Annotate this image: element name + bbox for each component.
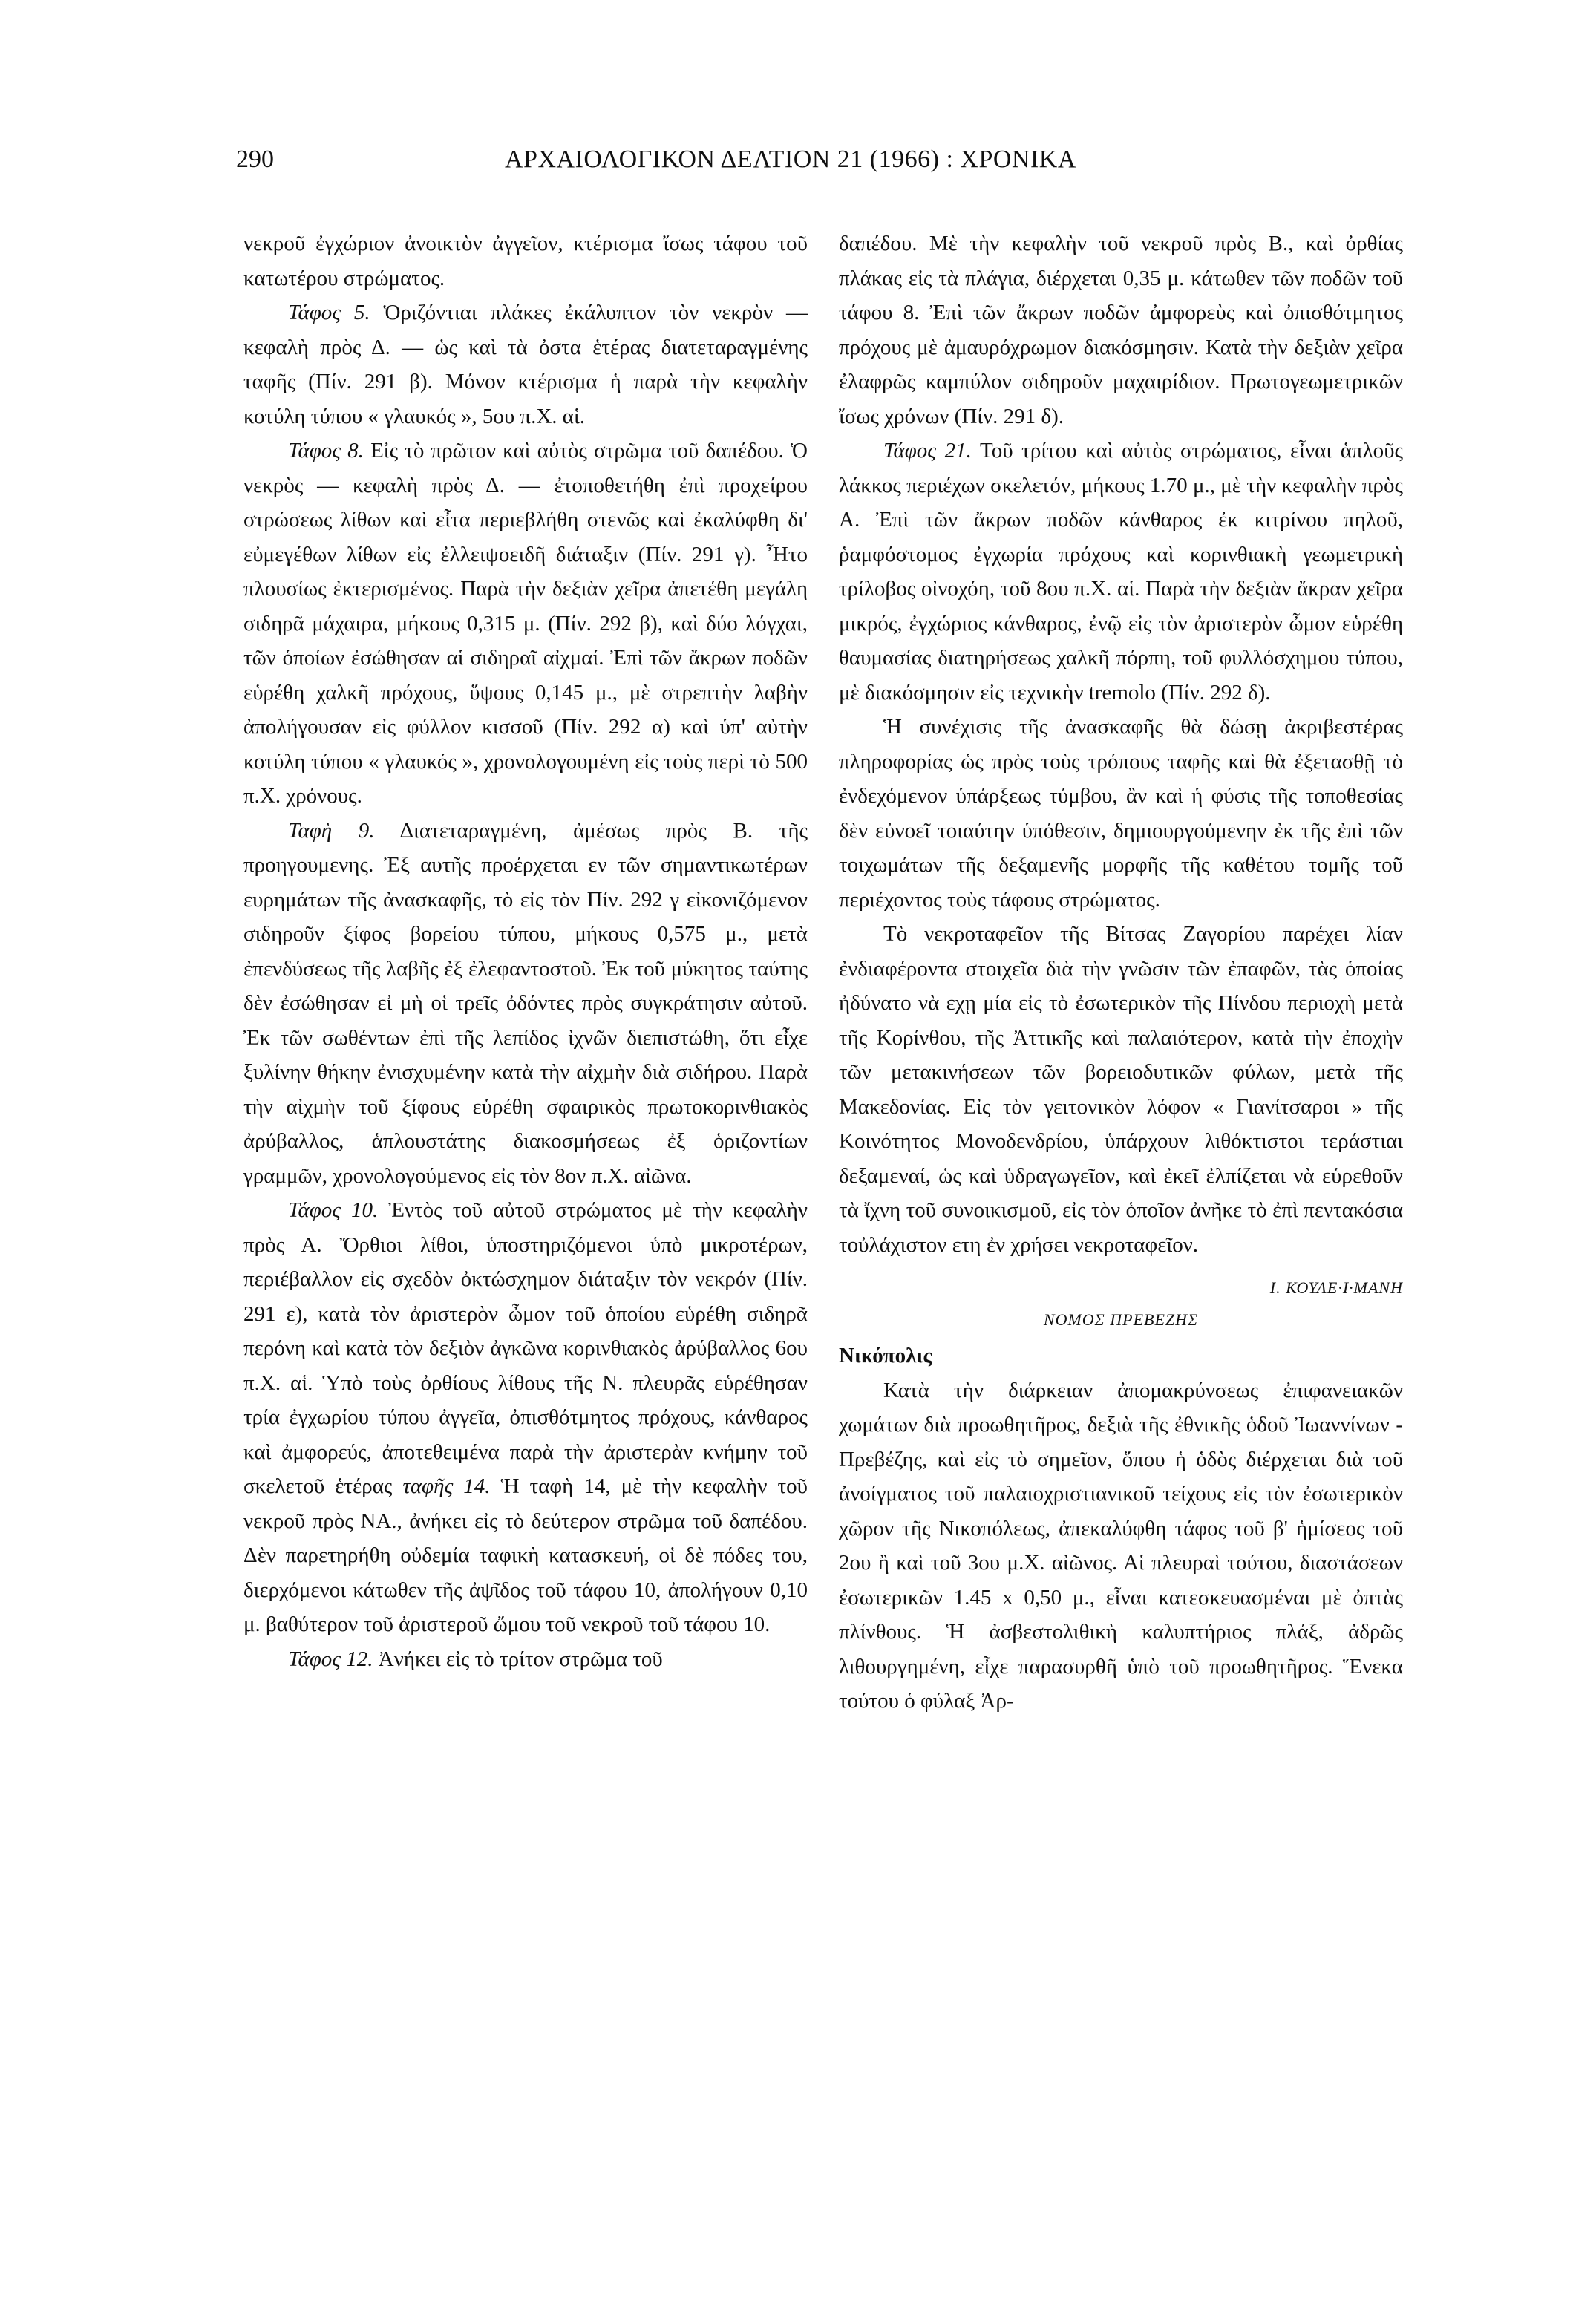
paragraph: Τάφος 12. Ἀνήκει εἰς τὸ τρίτον στρῶμα τοῦ: [288, 1647, 663, 1671]
paragraph: Τάφος 21. Τοῦ τρίτου καὶ αὐτὸς στρώματος, εἶναι ἁπλοῦς λάκκος περιέχων σκελετόν, μήκους 1.70 μ., μὲ τὴν κεφαλὴν πρὸς Α. Ἐπὶ τῶν ἄκρων ποδῶν κάνθαρος ἐκ κιτρίνου πηλοῦ, ῥαμφόστομος ἐγχωρία πρόχους καὶ κορινθιακὴ γεωμετρικὴ τρίλοβος οἰνοχόη, τοῦ 8ου π.Χ. αἱ. Παρὰ τὴν δεξιὰν ἄκραν χεῖρα μικρός, ἐγχώριος κάνθαρος, ἐνῷ εἰς τὸν ἀριστερὸν ὦμον εὑρέθη θαυμασίας διατηρήσεως χαλκῆ πόρπη, τοῦ φυλλόσχημου τύπου, μὲ διακόσμησιν εἰς τεχνικὴν tremolo (Πίν. 292 δ).: [839, 439, 1403, 705]
paragraph: Ταφὴ 9. Διατεταραγμένη, ἀμέσως πρὸς Β. τῆς προηγουμενης. Ἐξ αυτῆς προέρχεται εν τῶν σημαντικωτέρων ευρημάτων τῆς ἀνασκαφῆς, τὸ εἰς τὸν Πίν. 292 γ εἰκονιζόμενον σιδηροῦν ξίφος βορείου τύπου, μήκους 0,575 μ., μετὰ ἐπενδύσεως τῆς λαβῆς ἐξ ἐλεφαντοστοῦ. Ἐκ τοῦ μύκητος ταύτης δὲν ἐσώθησαν εἰ μὴ οἱ τρεῖς ὀδόντες πρὸς συγκράτησιν αὐτοῦ. Ἐκ τῶν σωθέντων ἐπὶ τῆς λεπίδος ἰχνῶν διεπιστώθη, ὅτι εἶχε ξυλίνην θήκην ἐνισχυμένην κατὰ τὴν αἰχμὴν διὰ σιδήρου. Παρὰ τὴν αἰχμὴν τοῦ ξίφους εὑρέθη σφαιρικὸς πρωτοκορινθιακὸς ἀρύβαλλος, ἁπλουστάτης διακοσμήσεως ἐξ ὁριζοντίων γραμμῶν, χρονολογούμενος εἰς τὸν 8ον π.Χ. αἰῶνα.: [243, 818, 808, 1188]
section-title: ΝΟΜΟΣ ΠΡΕΒΕΖΗΣ: [1043, 1310, 1199, 1329]
paragraph: Ἡ συνέχισις τῆς ἀνασκαφῆς θὰ δώσῃ ἀκριβεστέρας πληροφορίας ὡς πρὸς τοὺς τρόπους ταφῆς καὶ θὰ ἐξετασθῇ τὸ ἐνδεχόμενον ὑπάρξεως τύμβου, ἂν καὶ ἡ φύσις τῆς τοποθεσίας δὲν εὐνοεῖ τοιαύτην ὑπόθεσιν, δημιουργούμενην ἐκ τῆς ἐπὶ τῶν τοιχωμάτων τῆς δεξαμενῆς μορφῆς τῆς καθέτου τομῆς τοῦ περιέχοντος τοὺς τάφους στρώματος.: [839, 715, 1403, 912]
grave-label: Τάφος 12.: [288, 1647, 373, 1671]
paragraph: Κατὰ τὴν διάρκειαν ἀπομακρύνσεως ἐπιφανειακῶν χωμάτων διὰ προωθητῆρος, δεξιὰ τῆς ἐθνικῆς ὁδοῦ Ἰωαννίνων - Πρεβέζης, καὶ εἰς τὸ σημεῖον, ὅπου ἡ ὁδὸς διέρχεται διὰ τοῦ ἀνοίγματος τοῦ παλαιοχριστιανικοῦ τείχους εἰς τὸν ἐσωτερικὸν χῶρον τῆς Νικοπόλεως, ἀπεκαλύφθη τάφος τοῦ β' ἡμίσεος τοῦ 2ου ἢ καὶ τοῦ 3ου μ.Χ. αἰῶνος. Αἱ πλευραὶ τούτου, διαστάσεων ἐσωτερικῶν 1.45 x 0,50 μ., εἶναι κατεσκευασμέναι μὲ ὀπτὰς πλίνθους. Ἡ ἀσβεστολιθικὴ καλυπτήριος πλάξ, ἀδρῶς λιθουργημένη, εἶχε παρασυρθῆ ὑπὸ τοῦ προωθητῆρος. Ἕνεκα τούτου ὁ φύλαξ Ἀρ-: [839, 1378, 1403, 1713]
author-signature: Ι. ΚΟΥΛΕ·Ι·ΜΑΝΗ: [1269, 1278, 1403, 1297]
grave-label: Ταφὴ 9.: [288, 818, 375, 843]
grave-label: Τάφος 21.: [883, 439, 972, 463]
left-column: [243, 226, 808, 1676]
paragraph: Τὸ νεκροταφεῖον τῆς Βίτσας Ζαγορίου παρέχει λίαν ἐνδιαφέροντα στοιχεῖα διὰ τὴν γνῶσιν τῶν ἐπαφῶν, τὰς ὁποίας ἠδύνατο νὰ εχῃ μία εἰς τὸ ἐσωτερικὸν τῆς Πίνδου περιοχὴ μετὰ τῆς Κορίνθου, τῆς Ἀττικῆς καὶ παλαιότερον, κατὰ τὴν ἐποχὴν τῶν μετακινήσεων τῶν βορειοδυτικῶν φύλων, μετὰ τῆς Μακεδονίας. Εἰς τὸν γειτονικὸν λόφον « Γιανίτσαροι » τῆς Κοινότητος Μονοδενδρίου, ὑπάρχουν λιθόκτιστοι τεράστιαι δεξαμεναί, ὡς καὶ ὑδραγωγεῖον, καὶ ἐκεῖ ἐλπίζεται νὰ εὑρεθοῦν τὰ ἴχνη τοῦ συνοικισμοῦ, εἰς τὸν ὁποῖον ἀνῆκε τὸ ἐπὶ πεντακόσια τοὐλάχιστον ετη ἐν χρήσει νεκροταφεῖον.: [839, 922, 1403, 1257]
grave-label: Τάφος 8.: [288, 439, 364, 463]
right-column: [839, 226, 1403, 1719]
grave-label: Τάφος 5.: [288, 301, 370, 324]
page-header: [236, 146, 1139, 175]
paragraph: Τάφος 8. Εἰς τὸ πρῶτον καὶ αὐτὸς στρῶμα τοῦ δαπέδου. Ὁ νεκρὸς — κεφαλὴ πρὸς Δ. — ἐτοποθετήθη ἐπὶ προχείρου στρώσεως λίθων καὶ εἶτα περιεβλήθη στενῶς καὶ ἐκαλύφθη δι' εὐμεγέθων λίθων εἰς ἐλλειψοειδῆ διάταξιν (Πίν. 291 γ). Ἦτο πλουσίως ἐκτερισμένος. Παρὰ τὴν δεξιὰν χεῖρα ἀπετέθη μεγάλη σιδηρᾶ μάχαιρα, μήκους 0,315 μ. (Πίν. 292 β), καὶ δύο λόγχαι, τῶν ὁποίων ἐσώθησαν αἱ σιδηραῖ αἰχμαί. Ἐπὶ τῶν ἄκρων ποδῶν εὑρέθη χαλκῆ πρόχους, ὕψους 0,145 μ., μὲ στρεπτὴν λαβὴν ἀπολήγουσαν εἰς φύλλον κισσοῦ (Πίν. 292 α) καὶ ὑπ' αὐτὴν κοτύλη τύπου « γλαυκός », χρονολογουμένη εἰς τοὺς περὶ τὸ 500 π.Χ. χρόνους.: [243, 439, 808, 808]
grave-label: Τάφος 10.: [288, 1198, 379, 1222]
paragraph: Τάφος 10. Ἐντὸς τοῦ αὐτοῦ στρώματος μὲ τὴν κεφαλὴν πρὸς Α. Ὄρθιοι λίθοι, ὑποστηριζόμενοι ὑπὸ μικροτέρων, περιέβαλλον εἰς σχεδὸν ὀκτώσχημον διάταξιν τὸν νεκρόν (Πίν. 291 ε), κατὰ τὸν ἀριστερὸν ὦμον τοῦ ὁποίου εὑρέθη σιδηρᾶ περόνη καὶ κατὰ τὸν δεξιὸν ἀγκῶνα κορινθιακὸς ἀρύβαλλος 6ου π.Χ. αἱ. Ὑπὸ τοὺς ὀρθίους λίθους τῆς Ν. πλευρᾶς εὑρέθησαν τρία ἐγχωρίου τύπου ἀγγεῖα, ὀπισθότμητος πρόχους, κάνθαρος καὶ ἀμφορεύς, ἀποτεθειμένα παρὰ τὴν ἀριστερὰν κνήμην τοῦ σκελετοῦ ἑτέρας ταφῆς 14. Ἡ ταφὴ 14, μὲ τὴν κεφαλὴν τοῦ νεκροῦ πρὸς ΝΑ., ἀνήκει εἰς τὸ δεύτερον στρῶμα τοῦ δαπέδου. Δὲν παρετηρήθη οὐδεμία ταφικὴ κατασκευή, οἱ δὲ πόδες του, διερχόμενοι κάτωθεν τῆς ἀψῖδος τοῦ τάφου 10, ἀπολήγουν 0,10 μ. βαθύτερον τοῦ ἀριστεροῦ ὤμου τοῦ νεκροῦ τοῦ τάφου 10.: [243, 1198, 808, 1636]
place-heading: Νικόπολις: [839, 1344, 932, 1367]
running-title: ΑΡΧΑΙΟΛΟΓΙΚΟΝ ΔΕΛΤΙΟΝ 21 (1966) : ΧΡΟΝΙΚΑ: [505, 146, 1076, 173]
page-number: 290: [236, 146, 274, 173]
paragraph: δαπέδου. Μὲ τὴν κεφαλὴν τοῦ νεκροῦ πρὸς Β., καὶ ὀρθίας πλάκας εἰς τὰ πλάγια, διέρχεται 0,35 μ. κάτωθεν τῶν ποδῶν τοῦ τάφου 8. Ἐπὶ τῶν ἄκρων ποδῶν ἀμφορεὺς καὶ ὀπισθότμητος πρόχους μὲ ἀμαυρόχρωμον διακόσμησιν. Κατὰ τὴν δεξιὰν χεῖρα ἐλαφρῶς καμπύλον σιδηροῦν μαχαιρίδιον. Πρωτογεωμετρικῶν ἴσως χρόνων (Πίν. 291 δ).: [839, 232, 1403, 428]
paragraph: νεκροῦ ἐγχώριον ἀνοικτὸν ἀγγεῖον, κτέρισμα ἴσως τάφου τοῦ κατωτέρου στρώματος.: [243, 232, 808, 290]
paragraph: Τάφος 5. Ὁριζόντιαι πλάκες ἐκάλυπτον τὸν νεκρὸν — κεφαλὴ πρὸς Δ. — ὡς καὶ τὰ ὀστα ἑτέρας διατεταραγμένης ταφῆς (Πίν. 291 β). Μόνον κτέρισμα ἡ παρὰ τὴν κεφαλὴν κοτύλη τύπου « γλαυκός », 5ου π.Χ. αἱ.: [243, 301, 808, 428]
